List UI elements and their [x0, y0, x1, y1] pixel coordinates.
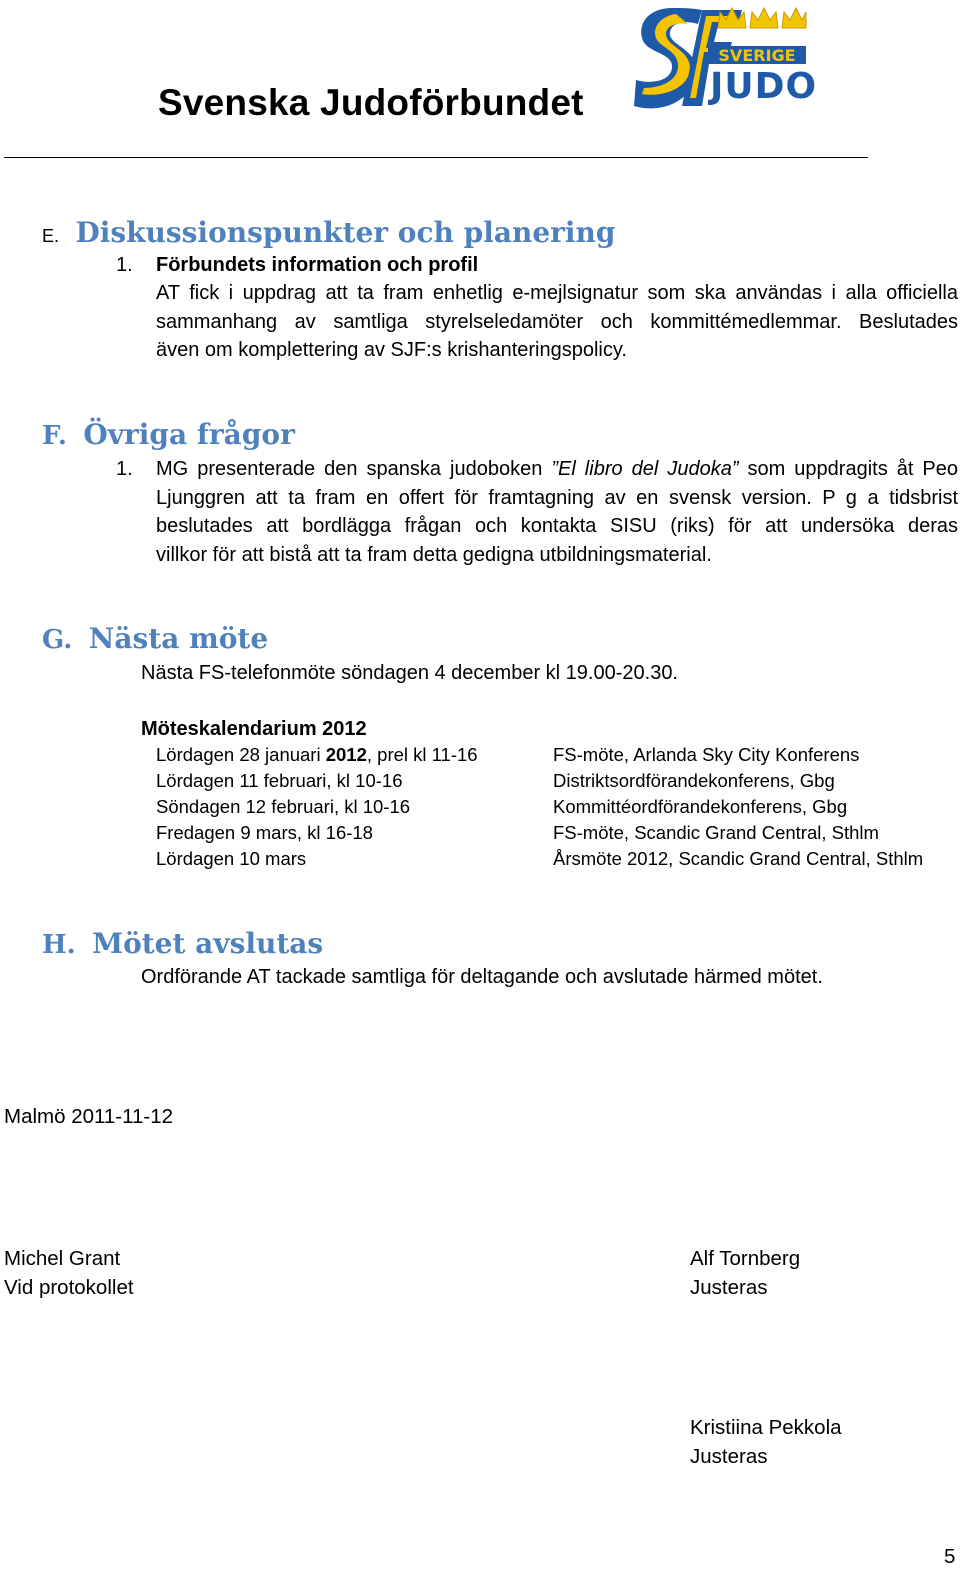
calendar-date: Fredagen 9 mars, kl 16-18	[156, 822, 373, 843]
signature-role: Justeras	[690, 1275, 768, 1299]
logo-text-judo: JUDO	[710, 66, 818, 107]
section-h-letter: H.	[42, 930, 76, 960]
section-e-paragraph	[156, 279, 958, 365]
calendar-events	[553, 742, 923, 872]
calendar-date	[156, 742, 478, 768]
paragraph-line: beslutades att bordlägga frågan och kontakta SISU (riks) för att undersöka deras	[156, 515, 958, 537]
signature-name: Kristiina Pekkola	[690, 1416, 842, 1439]
section-f-paragraph	[156, 455, 958, 569]
header-divider	[4, 157, 868, 158]
calendar-date: Söndagen 12 februari, kl 10-16	[156, 796, 411, 817]
book-title: ”El libro del Judoka”	[551, 458, 739, 480]
calendar-date: Lördagen 11 februari, kl 10-16	[156, 770, 403, 791]
paragraph-line: Ljunggren att ta fram en offert för framtagning av en svensk version. P g a tidsbrist	[156, 486, 958, 509]
signature-name: Alf Tornberg	[690, 1247, 801, 1270]
paragraph-text: MG presenterade den spanska judoboken	[156, 458, 552, 480]
section-e-heading	[42, 216, 616, 249]
section-h-title: Mötet avslutas	[92, 927, 324, 960]
section-e-item-number: 1.	[116, 254, 133, 276]
calendar-event: Distriktsordförandekonferens, Gbg	[553, 770, 835, 791]
paragraph-line: även om komplettering av SJF:s krishanteringspolicy.	[156, 339, 627, 361]
section-f-item-number: 1.	[116, 458, 133, 480]
next-meeting-text: Nästa FS-telefonmöte söndagen 4 december kl 19.00-20.30.	[141, 662, 678, 684]
calendar-dates	[156, 742, 478, 872]
calendar-event: Årsmöte 2012, Scandic Grand Central, Sthlm	[553, 848, 924, 869]
section-f-title: Övriga frågor	[83, 418, 295, 451]
calendar-heading: Möteskalendarium 2012	[141, 718, 367, 740]
section-e-title: Diskussionspunkter och planering	[75, 216, 616, 249]
calendar-event: FS-möte, Arlanda Sky City Konferens	[553, 744, 860, 765]
signature-role: Vid protokollet	[4, 1275, 134, 1299]
sverige-judo-logo	[632, 2, 818, 124]
calendar-date-text: , prel kl 11-16	[366, 744, 478, 765]
section-e-item-title: Förbundets information och profil	[156, 254, 479, 276]
section-g-heading	[42, 622, 268, 655]
signature-block	[4, 1245, 134, 1302]
section-f-heading	[42, 418, 295, 451]
signature-block	[690, 1245, 800, 1302]
page-number: 5	[944, 1545, 956, 1568]
calendar-event: Kommittéordförandekonferens, Gbg	[553, 796, 848, 817]
meeting-closed-text: Ordförande AT tackade samtliga för deltagande och avslutade härmed mötet.	[141, 966, 823, 988]
calendar-date: Lördagen 10 mars	[156, 848, 307, 869]
signature-role: Justeras	[690, 1444, 768, 1468]
signature-block	[690, 1414, 842, 1471]
section-g-title: Nästa möte	[88, 622, 269, 655]
paragraph-text: som uppdragits åt Peo	[738, 458, 959, 480]
calendar-event: FS-möte, Scandic Grand Central, Sthlm	[553, 822, 879, 843]
paragraph-line: AT fick i uppdrag att ta fram enhetlig e-mejlsignatur som ska användas i alla officiella	[156, 282, 958, 304]
section-f-letter: F.	[42, 421, 67, 451]
paragraph-line: villkor för att bistå att ta fram detta gedigna utbildningsmaterial.	[156, 543, 712, 566]
logo-text-sverige: SVERIGE	[718, 46, 796, 65]
organization-name: Svenska Judoförbundet	[158, 82, 584, 123]
calendar-date-year: 2012	[325, 744, 367, 765]
section-g-letter: G.	[42, 625, 73, 655]
place-date: Malmö 2011-11-12	[4, 1105, 174, 1128]
paragraph-line: sammanhang av samtliga styrelseledamöter och kommittémedlemmar. Beslutades	[156, 310, 958, 333]
section-h-heading	[42, 927, 323, 960]
signature-name: Michel Grant	[4, 1247, 121, 1270]
calendar-date-text: Lördagen 28 januari	[156, 744, 326, 765]
paragraph-line	[156, 455, 958, 484]
section-e-letter: E.	[42, 226, 60, 246]
